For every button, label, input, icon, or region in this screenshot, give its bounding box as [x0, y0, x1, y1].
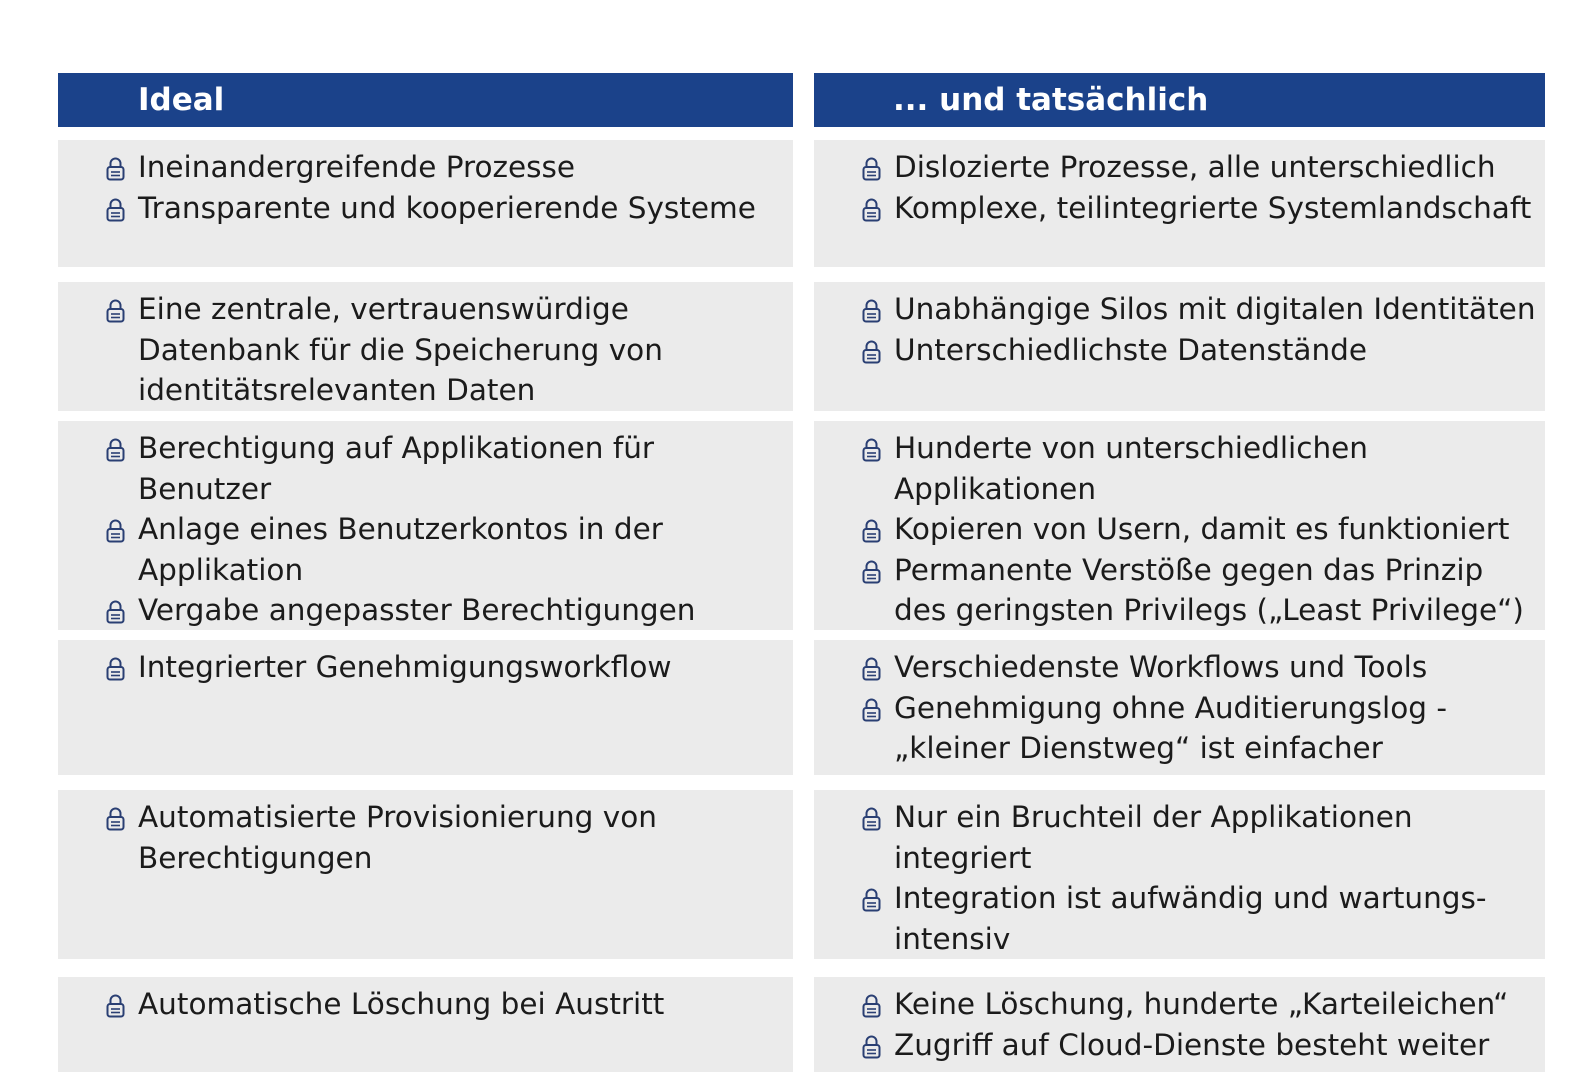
row-3-ideal-cell: [58, 421, 793, 630]
bullet-list: [58, 797, 793, 878]
row-1-ideal-cell: [58, 140, 793, 267]
bullet-text: Transparente und kooperierende Systeme: [138, 190, 756, 225]
lock-icon: [862, 518, 881, 543]
bullet-text: Permanente Verstöße gegen das Prinzip des geringsten Privilegs („Least Privilege“): [894, 552, 1524, 627]
bullet-text: Integrierter Genehmigungsworkflow: [138, 650, 672, 684]
lock-icon: [862, 197, 881, 222]
bullet-item: [814, 289, 1545, 330]
bullet-item: [814, 550, 1545, 631]
bullet-text: Zugriff auf Cloud-Dienste besteht weiter: [894, 1027, 1490, 1062]
bullet-text: Hunderte von unterschiedlichen Applikationen: [894, 431, 1369, 506]
bullet-list: [58, 428, 793, 631]
bullet-text: Unterschiedlichste Datenstände: [894, 332, 1368, 367]
row-5-actual-cell: [814, 790, 1545, 959]
bullet-list: [58, 984, 793, 1025]
bullet-text: Berechtigung auf Applikationen für Benutzer: [138, 431, 655, 506]
bullet-text: Keine Löschung, hunderte „Karteileichen“: [894, 987, 1509, 1021]
lock-icon: [862, 1034, 881, 1059]
bullet-text: Genehmigung ohne Auditierungslog - „kleiner Dienstweg“ ist einfacher: [894, 690, 1447, 765]
row-1-actual-cell: [814, 140, 1545, 267]
bullet-item: [58, 147, 793, 188]
lock-icon: [106, 599, 125, 624]
bullet-text: Komplexe, teilintegrierte Systemlandschaft: [894, 190, 1532, 225]
row-6-actual-cell: [814, 977, 1545, 1072]
lock-icon: [106, 656, 125, 681]
bullet-list: [58, 147, 793, 228]
bullet-item: [58, 647, 793, 688]
lock-icon: [862, 559, 881, 584]
row-4-actual-cell: [814, 640, 1545, 775]
lock-icon: [862, 993, 881, 1018]
bullet-text: Integration ist aufwändig und wartungs-intensiv: [894, 881, 1487, 956]
lock-icon: [862, 887, 881, 912]
bullet-list: [814, 797, 1545, 959]
row-6-ideal-cell: [58, 977, 793, 1072]
row-2-actual-cell: [814, 282, 1545, 411]
bullet-item: [814, 797, 1545, 878]
row-2-ideal-cell: [58, 282, 793, 411]
bullet-text: Automatische Löschung bei Austritt: [138, 987, 665, 1021]
bullet-list: [814, 647, 1545, 769]
lock-icon: [106, 993, 125, 1018]
bullet-text: Ineinandergreifende Prozesse: [138, 150, 576, 184]
bullet-text: Verschiedenste Workflows und Tools: [894, 650, 1428, 684]
bullet-item: [814, 878, 1545, 959]
bullet-text: Nur ein Bruchteil der Applikationen integriert: [894, 800, 1413, 875]
lock-icon: [106, 518, 125, 543]
column-header-ideal-label: Ideal: [138, 82, 225, 118]
bullet-item: [58, 428, 793, 509]
bullet-list: [814, 428, 1545, 631]
lock-icon: [106, 298, 125, 323]
lock-icon: [862, 806, 881, 831]
bullet-item: [814, 1025, 1545, 1066]
column-header-actual: [814, 73, 1545, 127]
bullet-item: [814, 984, 1545, 1025]
lock-icon: [862, 156, 881, 181]
bullet-text: Eine zentrale, vertrauenswürdige Datenbank für die Speicherung von identitätsrelevanten Daten: [138, 292, 663, 407]
bullet-text: Vergabe angepasster Berechtigungen: [138, 593, 696, 627]
bullet-text: Dislozierte Prozesse, alle unterschiedlich: [894, 150, 1496, 184]
bullet-item: [58, 797, 793, 878]
bullet-item: [58, 188, 793, 229]
bullet-item: [814, 188, 1545, 229]
bullet-item: [58, 984, 793, 1025]
bullet-item: [814, 688, 1545, 769]
bullet-text: Automatisierte Provisionierung von Berechtigungen: [138, 800, 657, 875]
lock-icon: [106, 437, 125, 462]
bullet-text: Kopieren von Usern, damit es funktioniert: [894, 512, 1510, 546]
bullet-item: [814, 428, 1545, 509]
bullet-text: Unabhängige Silos mit digitalen Identitäten: [894, 292, 1536, 326]
lock-icon: [106, 806, 125, 831]
lock-icon: [106, 156, 125, 181]
bullet-list: [814, 147, 1545, 228]
lock-icon: [862, 656, 881, 681]
bullet-text: Anlage eines Benutzerkontos in der Applikation: [138, 512, 663, 587]
lock-icon: [862, 298, 881, 323]
bullet-item: [814, 147, 1545, 188]
row-3-actual-cell: [814, 421, 1545, 630]
lock-icon: [862, 697, 881, 722]
lock-icon: [106, 197, 125, 222]
column-header-actual-label: ... und tatsächlich: [893, 82, 1209, 118]
bullet-list: [58, 289, 793, 411]
bullet-item: [814, 509, 1545, 550]
lock-icon: [862, 437, 881, 462]
bullet-item: [814, 330, 1545, 371]
column-header-ideal: [58, 73, 793, 127]
bullet-item: [58, 289, 793, 411]
row-5-ideal-cell: [58, 790, 793, 959]
bullet-item: [58, 509, 793, 590]
bullet-list: [58, 647, 793, 688]
bullet-item: [58, 590, 793, 631]
bullet-item: [814, 647, 1545, 688]
bullet-list: [814, 984, 1545, 1065]
row-4-ideal-cell: [58, 640, 793, 775]
lock-icon: [862, 339, 881, 364]
bullet-list: [814, 289, 1545, 370]
